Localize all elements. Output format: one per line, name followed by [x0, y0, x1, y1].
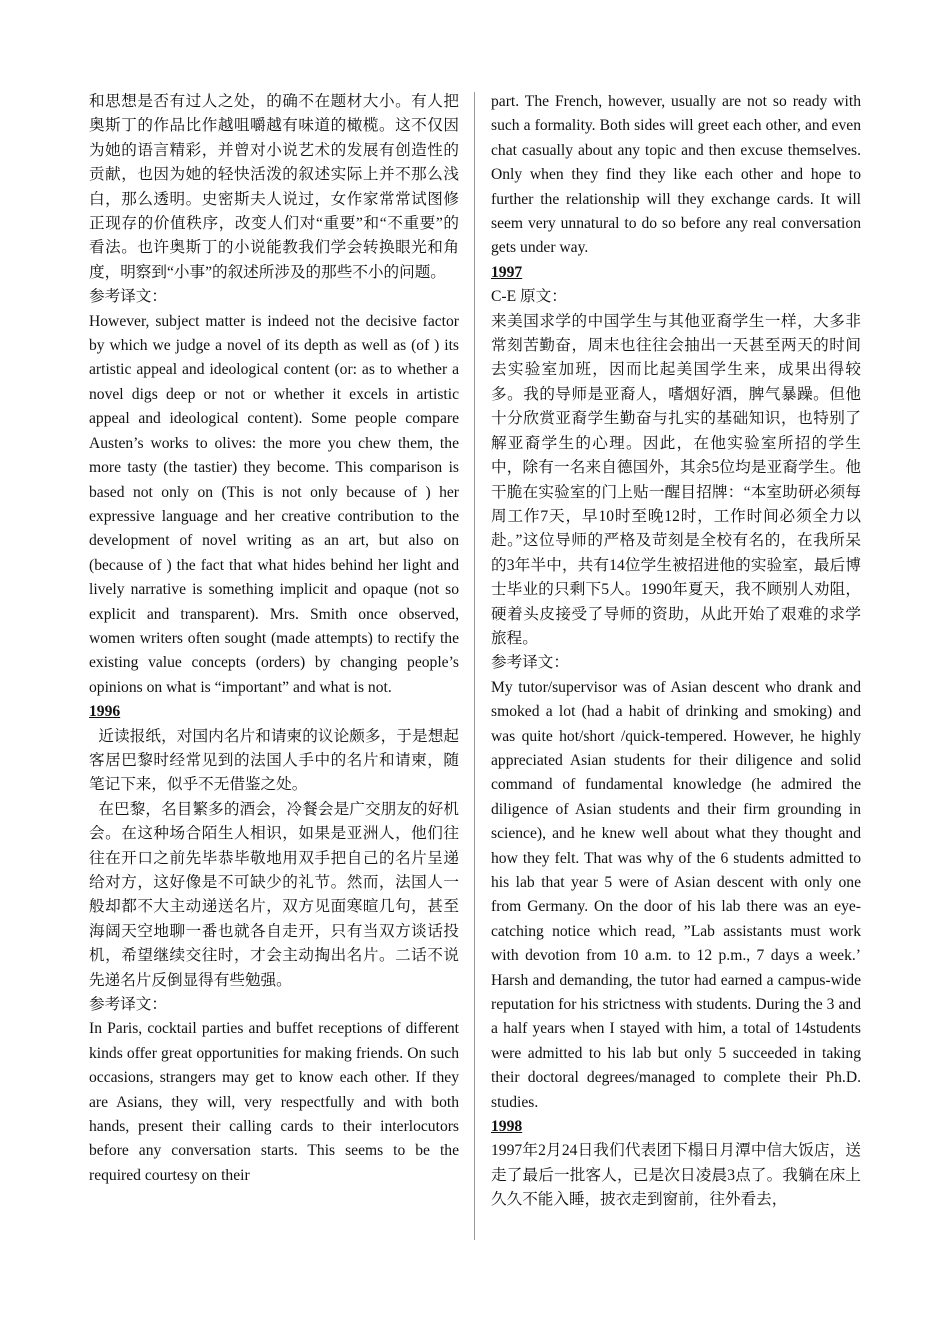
english-translation-paris: In Paris, cocktail parties and buffet receptions of different kinds offer great opportunities for making friends. On such occasions, strangers may get to know each other. If they are Asians, they will, very respectfully and with both hands, present their calling cards to their interlocutors before any conversation starts. This seems to be the required courtesy on their: [89, 1020, 459, 1184]
right-column: [491, 90, 861, 1213]
english-translation-tutor: My tutor/supervisor was of Asian descent who drank and smoked a lot (had a habit of drinking and smoking) and was quite hot/short /quick-tempered. However, he highly appreciated Asian students for their diligence and solid command of fundamental knowledge (he admired the diligence of Asian students and their firm grounding in science), and he knew well about what they thought and how they felt. That was why of the 6 students admitted to his lab that year 5 were of Asian descent with only one from Germany. On the door of his lab there was an eye-catching notice which read, ”Lab assistants must work with devotion from 10 a.m. to 12 p.m., 7 days a week.’ Harsh and demanding, the tutor had earned a campus-wide reputation for his strictness with students. During the 3 and a half years when I stayed with him, a total of 14students were admitted to his lab but only 5 succeeded in taking their doctoral degrees/managed to complete their Ph.D. studies.: [491, 678, 861, 1111]
reference-translation-label: 参考译文：: [491, 654, 569, 672]
year-heading-1997: 1997: [491, 263, 523, 281]
year-heading-1998: 1998: [491, 1118, 523, 1136]
chinese-paragraph-austen: 和思想是否有过人之处，的确不在题材大小。有人把奥斯丁的作品比作越咀嚼越有味道的橄榄。这不仅因为她的语言精彩，并曾对小说艺术的发展有创造性的贡献，也因为她的轻快活泼的叙述实际上并不那么浅白，那么透明。史密斯夫人说过，女作家常常试图修正现存的价值秩序，改变人们对“重要”和“不重要”的看法。也许奥斯丁的小说能教我们学会转换眼光和角度，明察到“小事”的叙述所涉及的那些不小的问题。: [89, 93, 459, 281]
left-column: [89, 90, 459, 1188]
reference-translation-label: 参考译文：: [89, 288, 167, 306]
chinese-paragraph-namecards-intro: 近读报纸，对国内名片和请柬的议论颇多，于是想起客居巴黎时经常见到的法国人手中的名片和请柬，随笔记下来，似乎不无借鉴之处。: [89, 727, 459, 794]
ce-source-label: C-E 原文：: [491, 288, 567, 306]
chinese-paragraph-tutor: 来美国求学的中国学生与其他亚裔学生一样，大多非常刻苦勤奋，周末也往往会抽出一天甚至两天的时间去实验室加班，因而比起美国学生来，成果出得较多。我的导师是亚裔人，嗜烟好酒，脾气暴躁。但他十分欣赏亚裔学生勤奋与扎实的基础知识，也特别了解亚裔学生的心理。因此，在他实验室所招的学生中，除有一名来自德国外，其余5位均是亚裔学生。他干脆在实验室的门上贴一醒目招牌：“本室助研必须每周工作7天，早10时至晚12时，工作时间必须全力以赴。”这位导师的严格及苛刻是全校有名的，在我所呆的3年半中，共有14位学生被招进他的实验室，最后博士毕业的只剩下5人。1990年夏天，我不顾别人劝阻，硬着头皮接受了导师的资助，从此开始了艰难的求学旅程。: [491, 312, 861, 647]
english-translation-paris-continued: part. The French, however, usually are not so ready with such a formality. Both sides will greet each other, and even chat casually about any topic and then excuse themselves. Only when they find they like each other and hope to further the relationship will they exchange cards. It will seem very unnatural to do so before any real conversation gets under way.: [491, 93, 861, 257]
chinese-paragraph-sun-moon-lake: 1997年2月24日我们代表团下榻日月潭中信大饭店，送走了最后一批客人，已是次日凌晨3点了。我躺在床上久久不能入睡，披衣走到窗前，往外看去，: [491, 1142, 861, 1209]
reference-translation-label: 参考译文：: [89, 996, 167, 1014]
chinese-paragraph-paris: 在巴黎，名目繁多的酒会，冷餐会是广交朋友的好机会。在这种场合陌生人相识，如果是亚洲人，他们往往在开口之前先毕恭毕敬地用双手把自己的名片呈递给对方，这好像是不可缺少的礼节。然而，法国人一般却都不大主动递送名片，双方见面寒暄几句，甚至海阔天空地聊一番也就各自走开，只有当双方谈话投机，希望继续交往时，才会主动掏出名片。二话不说先递名片反倒显得有些勉强。: [89, 800, 459, 989]
column-divider: [474, 92, 475, 1240]
year-heading-1996: 1996: [89, 703, 121, 721]
english-translation-austen: However, subject matter is indeed not the decisive factor by which we judge a novel of its depth as well as (of ) its artistic appeal and ideological content (or: as to whether a novel digs deep or not or whether it excels in artistic appeal and ideological content). Some people compare Austen’s works to olives: the more you chew them, the more tasty (the tastier) they become. This comparison is based not only on (This is not only because of ) her expressive language and her creative contribution to the development of novel writing as an art, but also on (because of ) the fact that what hides behind her light and lively narrative is something implicit and opaque (not so explicit and transparent). Mrs. Smith once observed, women writers often sought (made attempts) to rectify the existing value concepts (orders) by changing people’s opinions on what is “important” and what is not.: [89, 312, 459, 696]
